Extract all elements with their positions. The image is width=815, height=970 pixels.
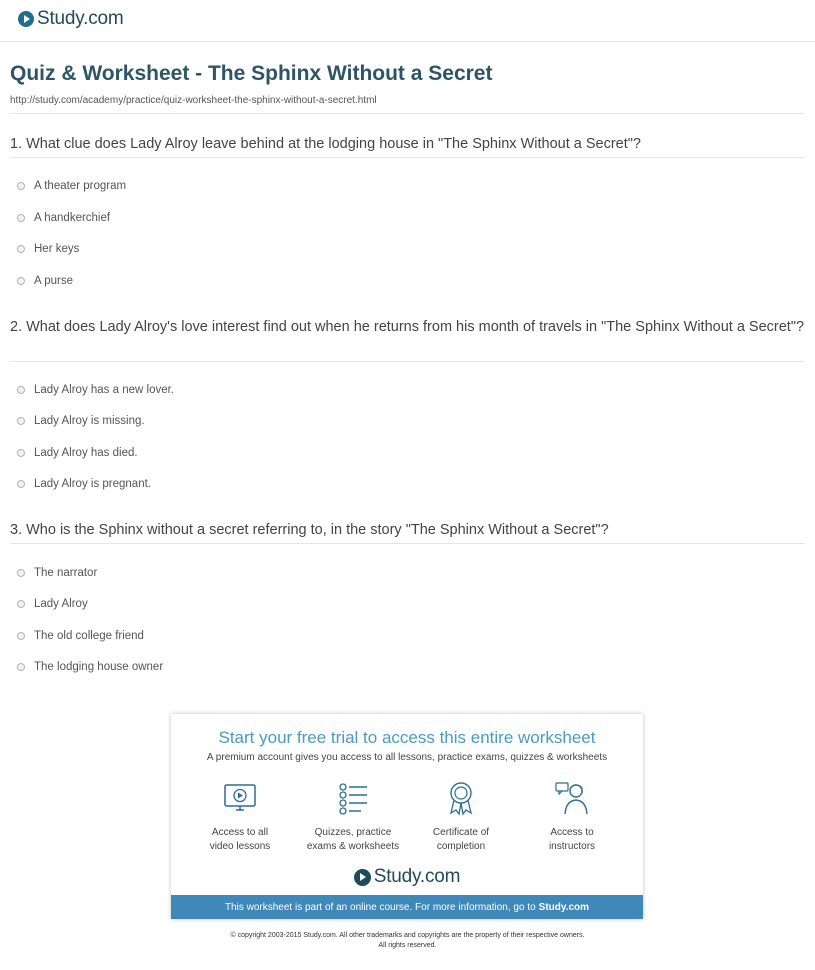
answer-option[interactable]: Lady Alroy is missing. [17, 413, 145, 429]
feature-quizzes [303, 780, 403, 854]
checklist-icon [335, 780, 371, 816]
radio-button[interactable] [17, 449, 25, 457]
video-lesson-icon [222, 780, 258, 816]
answer-option[interactable]: A purse [17, 273, 73, 289]
radio-button[interactable] [17, 214, 25, 222]
answer-option[interactable]: A theater program [17, 178, 126, 194]
answer-option[interactable]: Lady Alroy is pregnant. [17, 476, 151, 492]
feature-video-lessons [190, 780, 290, 854]
feature-label: Certificate of completion [432, 827, 490, 852]
feature-instructors [522, 780, 622, 854]
answer-option[interactable]: Lady Alroy [17, 596, 88, 612]
play-logo-icon [354, 869, 371, 886]
answer-option[interactable]: A handkerchief [17, 210, 110, 226]
answer-option[interactable]: The narrator [17, 565, 97, 581]
radio-button[interactable] [17, 663, 25, 671]
feature-label: Quizzes, practice exams & worksheets [306, 827, 400, 852]
radio-button[interactable] [17, 480, 25, 488]
copyright-footer [0, 931, 815, 951]
divider [10, 157, 805, 158]
feature-label: Access to all video lessons [209, 827, 271, 852]
page-url: http://study.com/academy/practice/quiz-worksheet-the-sphinx-without-a-secret.html [10, 95, 377, 106]
study-logo[interactable] [18, 6, 124, 32]
question-1: 1. What clue does Lady Alroy leave behind at the lodging house in "The Sphinx Without a Secret"? [10, 136, 641, 152]
question-2: 2. What does Lady Alroy's love interest find out when he returns from his month of travels in "The Sphinx Without a Secret"? [10, 319, 805, 335]
radio-button[interactable] [17, 417, 25, 425]
radio-button[interactable] [17, 182, 25, 190]
divider [10, 543, 805, 544]
answer-option[interactable]: The lodging house owner [17, 659, 163, 675]
rights-line: All rights reserved. [378, 942, 437, 949]
question-3: 3. Who is the Sphinx without a secret referring to, in the story "The Sphinx Without a Secret"? [10, 522, 609, 538]
feature-certificate [411, 780, 511, 854]
radio-button[interactable] [17, 277, 25, 285]
divider [10, 113, 805, 114]
header-divider [0, 41, 815, 42]
logo-text: Study.com [37, 8, 124, 29]
promo-heading[interactable]: Start your free trial to access this entire worksheet [218, 728, 596, 747]
logo-text: Study.com [373, 866, 461, 887]
divider [10, 361, 805, 362]
promo-info-bar [171, 895, 643, 919]
free-trial-promo [171, 714, 643, 919]
radio-button[interactable] [17, 632, 25, 640]
answer-option[interactable]: Her keys [17, 241, 79, 257]
play-logo-icon [18, 11, 34, 27]
radio-button[interactable] [17, 569, 25, 577]
answer-option[interactable]: The old college friend [17, 628, 144, 644]
answer-option[interactable]: Lady Alroy has a new lover. [17, 382, 174, 398]
radio-button[interactable] [17, 386, 25, 394]
instructor-icon [554, 780, 590, 816]
feature-label: Access to instructors [548, 827, 596, 852]
radio-button[interactable] [17, 600, 25, 608]
page-title: Quiz & Worksheet - The Sphinx Without a Secret [10, 62, 493, 85]
answer-option[interactable]: Lady Alroy has died. [17, 445, 138, 461]
promo-bar-text: This worksheet is part of an online course. For more information, go to [224, 901, 536, 913]
copyright-line: © copyright 2003-2015 Study.com. All other trademarks and copyrights are the property of their respective owners. [230, 932, 585, 939]
certificate-icon [443, 780, 479, 816]
study-link[interactable]: Study.com [538, 901, 590, 913]
promo-study-logo[interactable] [171, 866, 643, 888]
promo-subheading: A premium account gives you access to all lessons, practice exams, quizzes & worksheets [206, 752, 608, 763]
radio-button[interactable] [17, 245, 25, 253]
